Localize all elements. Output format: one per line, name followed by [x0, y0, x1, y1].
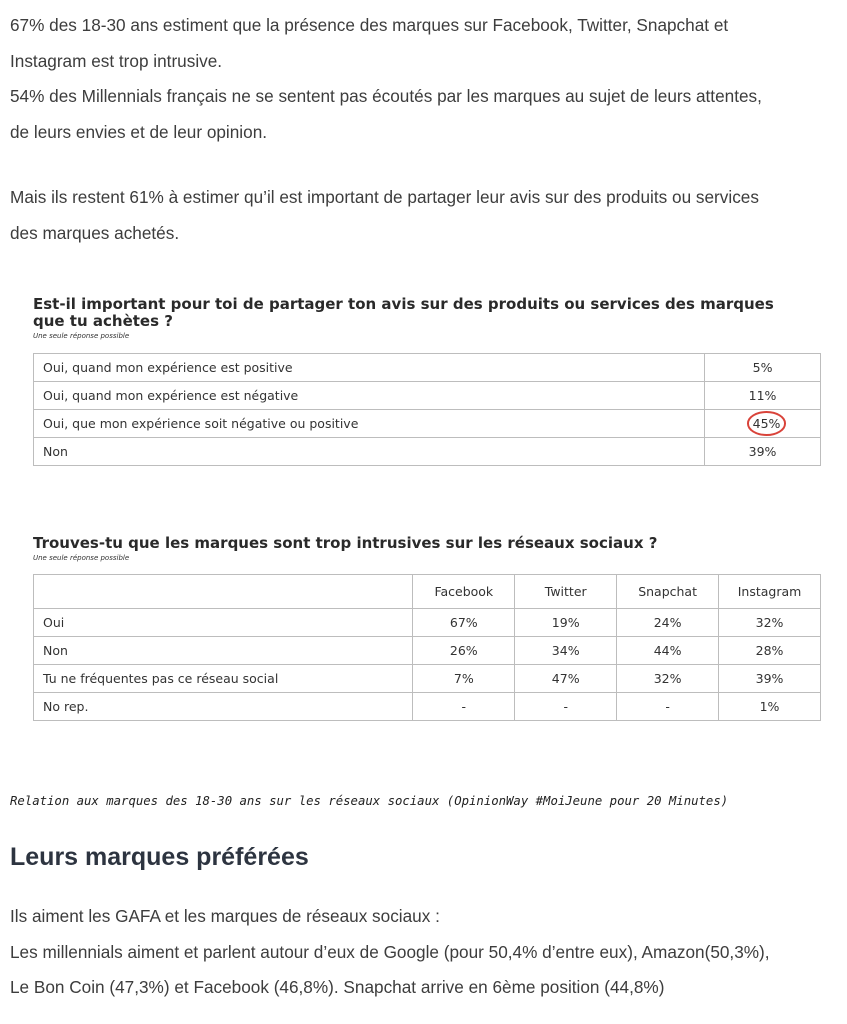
intro-paragraph: [10, 8, 839, 150]
intro-line-3: 54% des Millennials français ne se sentent pas écoutés par les marques au sujet de leurs attentes,: [10, 86, 762, 106]
row-label: Oui, que mon expérience soit négative ou positive: [34, 410, 705, 438]
row-label: Non: [34, 438, 705, 466]
brands-line-1: Ils aiment les GAFA et les marques de réseaux sociaux :: [10, 906, 440, 926]
header-empty: [34, 575, 413, 609]
cell-value: 32%: [719, 609, 821, 637]
intro-line-4: de leurs envies et de leur opinion.: [10, 121, 268, 142]
second-line-2: des marques achetés.: [10, 222, 180, 243]
cell-value: 47%: [515, 665, 617, 693]
table-row: [34, 354, 821, 382]
highlight-circle: 45%: [747, 411, 787, 436]
section-heading: Leurs marques préférées: [10, 843, 309, 871]
figure-1-title-line-2: que tu achètes ?: [33, 312, 173, 330]
brands-line-3: Le Bon Coin (47,3%) et Facebook (46,8%). Snapchat arrive en 6ème position (44,8%): [10, 977, 665, 997]
table-row: [34, 665, 821, 693]
figure-1-subtitle: Une seule réponse possible: [33, 332, 130, 340]
table-row: [34, 410, 821, 438]
cell-value: 24%: [617, 609, 719, 637]
intro-line-1: 67% des 18-30 ans estiment que la présence des marques sur Facebook, Twitter, Snapchat et: [10, 15, 729, 35]
cell-value: 1%: [719, 693, 821, 721]
cell-value: 39%: [719, 665, 821, 693]
figure-2-subtitle: Une seule réponse possible: [33, 554, 130, 562]
table-row: [34, 637, 821, 665]
figure-2-table: [33, 574, 821, 721]
second-paragraph: [10, 180, 839, 251]
header-instagram: Instagram: [719, 575, 821, 609]
row-label: Oui, quand mon expérience est positive: [34, 354, 705, 382]
survey-figure-1: [33, 296, 823, 466]
survey-figure-2: [33, 535, 823, 721]
row-label: Tu ne fréquentes pas ce réseau social: [34, 665, 413, 693]
row-label: Oui: [34, 609, 413, 637]
figure-caption: Relation aux marques des 18-30 ans sur les réseaux sociaux (OpinionWay #MoiJeune pour 20 Minutes): [10, 794, 729, 808]
intro-line-2: Instagram est trop intrusive.: [10, 50, 223, 71]
brands-paragraph: [10, 899, 839, 1006]
brands-line-2: Les millennials aiment et parlent autour d’eux de Google (pour 50,4% d’entre eux), Amazon(50,3%),: [10, 941, 770, 962]
figure-1-title-line-1: Est-il important pour toi de partager ton avis sur des produits ou services des marques: [33, 295, 774, 313]
header-facebook: Facebook: [413, 575, 515, 609]
cell-value: 19%: [515, 609, 617, 637]
cell-value: 7%: [413, 665, 515, 693]
table-row: [34, 438, 821, 466]
cell-value: 34%: [515, 637, 617, 665]
table-row: [34, 693, 821, 721]
figure-2-title: Trouves-tu que les marques sont trop intrusives sur les réseaux sociaux ?: [33, 534, 658, 552]
table-row: [34, 609, 821, 637]
table-row: [34, 382, 821, 410]
figure-1-title: [33, 296, 823, 330]
second-line-1: Mais ils restent 61% à estimer qu’il est important de partager leur avis sur des produits ou services: [10, 187, 759, 207]
row-label: Oui, quand mon expérience est négative: [34, 382, 705, 410]
figure-1-table: [33, 353, 821, 466]
cell-value: 67%: [413, 609, 515, 637]
cell-value: 32%: [617, 665, 719, 693]
cell-value: 44%: [617, 637, 719, 665]
header-twitter: Twitter: [515, 575, 617, 609]
cell-value: 28%: [719, 637, 821, 665]
row-value-cell: [705, 410, 821, 438]
cell-value: -: [617, 693, 719, 721]
row-label: Non: [34, 637, 413, 665]
table-header-row: [34, 575, 821, 609]
cell-value: 26%: [413, 637, 515, 665]
row-value: 5%: [705, 354, 821, 382]
row-value: 11%: [705, 382, 821, 410]
cell-value: -: [413, 693, 515, 721]
row-label: No rep.: [34, 693, 413, 721]
header-snapchat: Snapchat: [617, 575, 719, 609]
row-value: 39%: [705, 438, 821, 466]
cell-value: -: [515, 693, 617, 721]
